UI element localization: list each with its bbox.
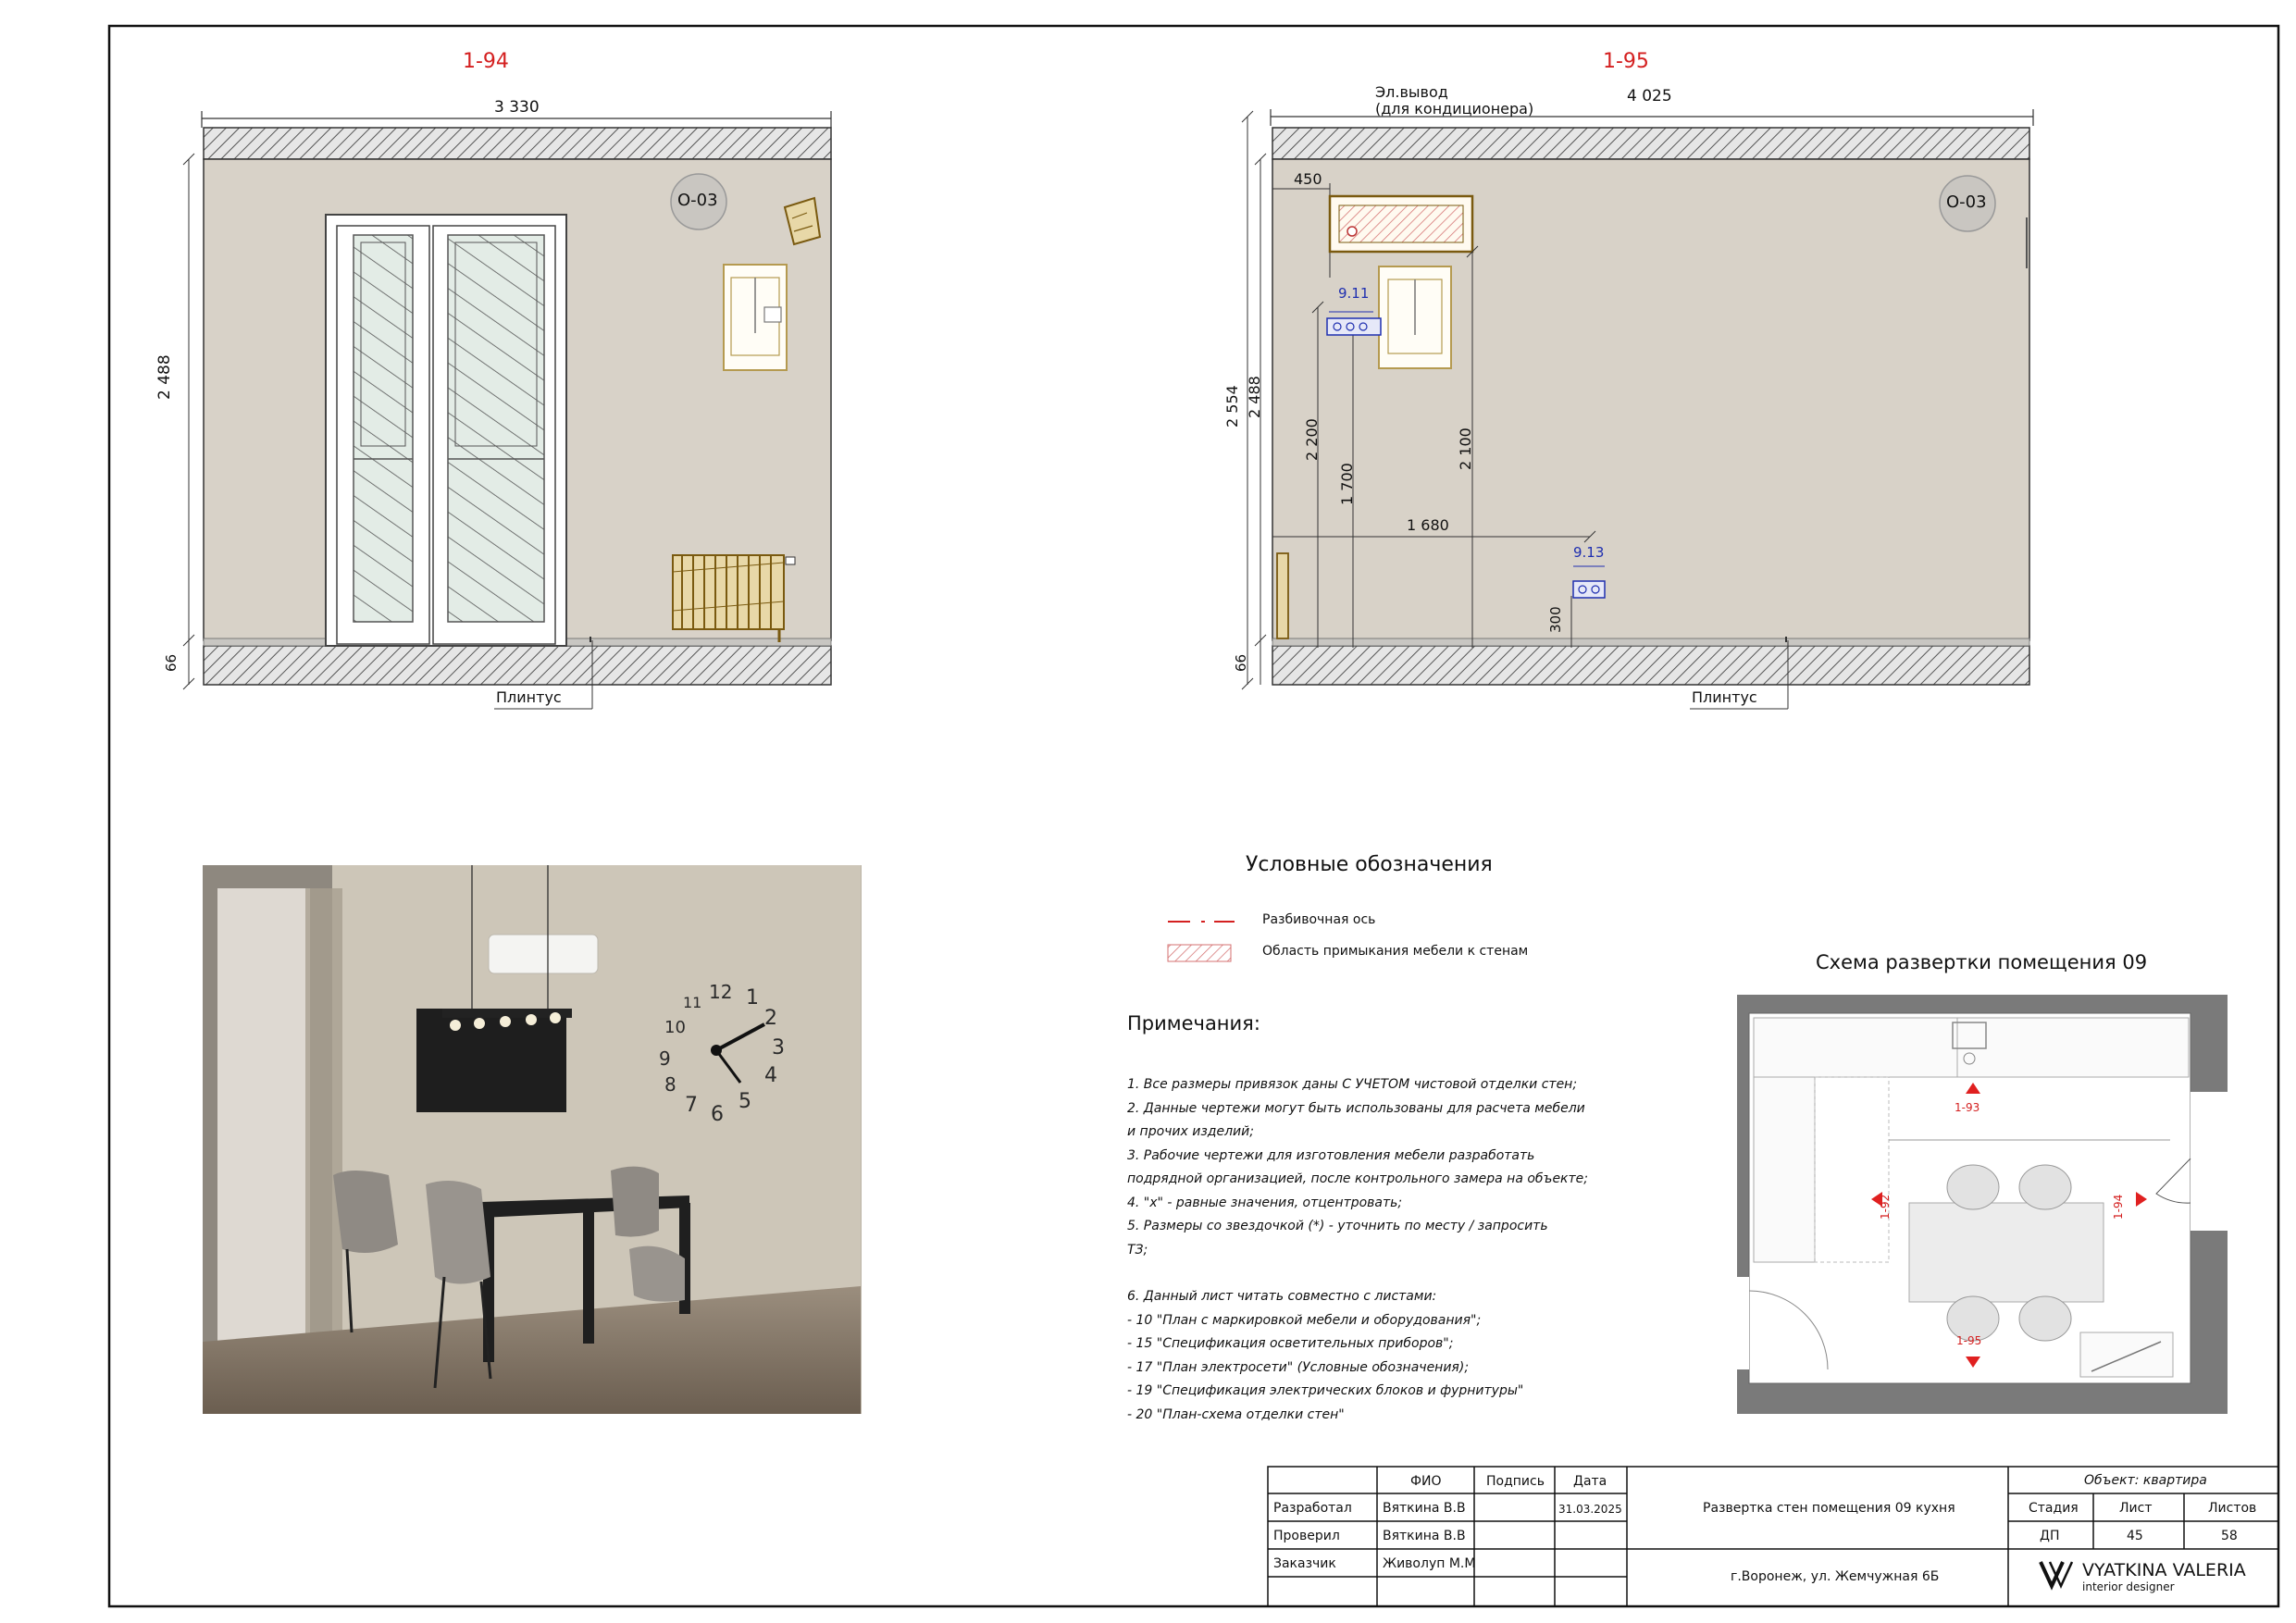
legend-item-axis: Разбивочная ось <box>1262 912 1376 927</box>
baseboard-2 <box>1272 638 2029 646</box>
tb-role-client: Заказчик <box>1273 1556 1336 1571</box>
note-line: - 17 "План электросети" (Условные обозначения); <box>1127 1359 1470 1375</box>
clock-number-1: 1 <box>746 986 759 1010</box>
tb-sheet-value: 45 <box>2127 1529 2143 1543</box>
radiator <box>673 555 795 642</box>
elevation-1-94 <box>183 111 831 709</box>
width-dim-194: 3 330 <box>494 98 540 117</box>
clock-number-9: 9 <box>659 1047 671 1070</box>
outlet-label-2: (для кондиционера) <box>1375 100 1534 118</box>
tb-name-checker: Вяткина В.В <box>1383 1529 1466 1543</box>
tb-sheets-value: 58 <box>2221 1529 2238 1543</box>
elevation-1-95-title: 1-95 <box>1603 50 1649 73</box>
brand-logo-icon <box>2041 1562 2072 1586</box>
notes-title: Примечания: <box>1127 1012 1260 1035</box>
legend-item-hatch: Область примыкания мебели к стенам <box>1262 944 1529 959</box>
tb-header-fio: ФИО <box>1410 1474 1442 1489</box>
note-line: - 10 "План с маркировкой мебели и оборудования"; <box>1127 1312 1482 1328</box>
clock-number-11: 11 <box>683 994 702 1011</box>
tb-header-date: Дата <box>1573 1474 1607 1489</box>
socket-tag-9-11: 9.11 <box>1338 285 1370 302</box>
scheme-marker-1-93: 1-93 <box>1955 1101 1980 1114</box>
note-line: 2. Данные чертежи могут быть использованы для расчета мебели <box>1127 1100 1585 1116</box>
tb-header-signature: Подпись <box>1486 1474 1545 1489</box>
tb-stage-label: Стадия <box>2029 1501 2079 1516</box>
brand-name: VYATKINA VALERIA <box>2082 1560 2246 1580</box>
note-line: - 20 "План-схема отделки стен" <box>1127 1406 1345 1422</box>
tb-date-developer: 31.03.2025 <box>1558 1503 1622 1516</box>
note-line: - 19 "Спецификация электрических блоков и фурнитуры" <box>1127 1383 1524 1398</box>
clock-number-10: 10 <box>664 1018 686 1037</box>
brand-subtitle: interior designer <box>2082 1580 2175 1593</box>
tb-object: Объект: квартира <box>2084 1473 2207 1488</box>
tb-name-client: Живолуп М.М <box>1383 1556 1476 1571</box>
dim-1700: 1 700 <box>1338 463 1356 505</box>
finish-tag-195: О-03 <box>1946 192 1987 212</box>
total-height-dim: 2 554 <box>1223 385 1241 427</box>
dim-2200: 2 200 <box>1303 418 1321 461</box>
tb-role-checker: Проверил <box>1273 1529 1340 1543</box>
scheme-marker-1-94: 1-94 <box>2112 1194 2125 1220</box>
baseboard-label-194: Плинтус <box>496 688 562 706</box>
dim-1680: 1 680 <box>1407 516 1449 534</box>
hatched-area-icon <box>1168 945 1231 961</box>
tb-name-developer: Вяткина В.В <box>1383 1501 1466 1516</box>
tb-sheets-label: Листов <box>2208 1501 2257 1516</box>
scheme-title: Схема развертки помещения 09 <box>1816 951 2148 973</box>
scheme-marker-1-95: 1-95 <box>1956 1334 1982 1347</box>
interior-render <box>203 865 862 1414</box>
clock-number-6: 6 <box>711 1103 724 1126</box>
note-line: ТЗ; <box>1127 1242 1148 1258</box>
note-line <box>1127 1262 1588 1285</box>
width-dim-195: 4 025 <box>1627 87 1672 105</box>
dim-450: 450 <box>1294 170 1322 188</box>
clock-number-8: 8 <box>664 1073 676 1096</box>
height-dim-195: 2 488 <box>1246 376 1263 418</box>
tb-role-developer: Разработал <box>1273 1501 1352 1516</box>
clock-number-4: 4 <box>764 1064 777 1087</box>
clock-number-12: 12 <box>709 981 733 1003</box>
note-line: и прочих изделий; <box>1127 1124 1254 1139</box>
socket-tag-9-13: 9.13 <box>1573 544 1605 561</box>
clock-number-5: 5 <box>738 1090 751 1113</box>
legend-title: Условные обозначения <box>1246 853 1493 876</box>
dim-2100: 2 100 <box>1457 427 1474 470</box>
finish-tag-194: О-03 <box>677 191 718 210</box>
clock-number-7: 7 <box>685 1094 698 1117</box>
baseboard-label-195: Плинтус <box>1692 688 1757 706</box>
note-line: 1. Все размеры привязок даны С УЧЕТОМ чистовой отделки стен; <box>1127 1077 1578 1092</box>
tb-sheet-label: Лист <box>2119 1501 2153 1516</box>
clock-number-3: 3 <box>772 1036 785 1059</box>
height-dim-194: 2 488 <box>155 354 174 400</box>
outlet-label-1: Эл.вывод <box>1375 83 1448 101</box>
dim-300: 300 <box>1547 606 1564 633</box>
elevation-1-94-title: 1-94 <box>463 50 509 73</box>
note-line: 6. Данный лист читать совместно с листами: <box>1127 1289 1437 1304</box>
baseboard-dim-194: 66 <box>163 653 180 672</box>
clock-number-2: 2 <box>764 1007 777 1030</box>
notes-list <box>1127 1073 1588 1427</box>
scheme-marker-1-92: 1-92 <box>1879 1194 1892 1220</box>
tb-stage-value: ДП <box>2040 1529 2060 1543</box>
note-line: - 15 "Спецификация осветительных приборов"; <box>1127 1336 1454 1351</box>
elevation-1-95 <box>1242 109 2033 709</box>
note-line: подрядной организацией, после контрольного замера на объекте; <box>1127 1171 1588 1186</box>
note-line: 5. Размеры со звездочкой (*) - уточнить по месту / запросить <box>1127 1219 1548 1233</box>
note-line: 3. Рабочие чертежи для изготовления мебели разработать <box>1127 1147 1535 1163</box>
tb-sheet-title: Развертка стен помещения 09 кухня <box>1703 1501 1955 1516</box>
tb-address: г.Воронеж, ул. Жемчужная 6Б <box>1731 1569 1940 1584</box>
baseboard-dim-195: 66 <box>1233 653 1249 672</box>
note-line: 4. "х" - равные значения, отцентровать; <box>1127 1195 1403 1210</box>
room-scheme-plan <box>1737 995 2228 1414</box>
air-conditioner <box>1330 196 1472 252</box>
